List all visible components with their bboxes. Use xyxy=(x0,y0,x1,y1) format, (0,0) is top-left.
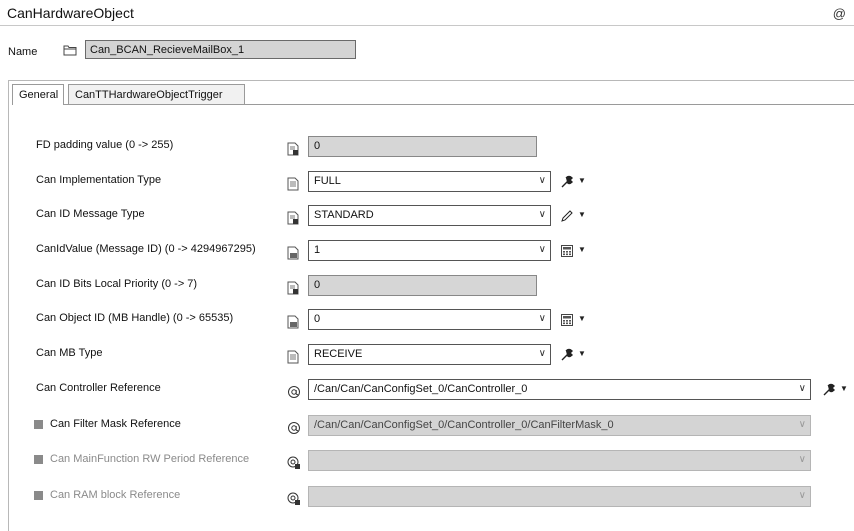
chevron-down-icon[interactable]: ∨ xyxy=(798,490,806,501)
field-label: Can MainFunction RW Period Reference xyxy=(50,453,250,465)
field-value: /Can/Can/CanConfigSet_0/CanController_0/CanFilterMask_0 xyxy=(314,419,614,431)
chevron-down-icon[interactable]: ∨ xyxy=(538,244,546,255)
wrench-icon[interactable] xyxy=(822,383,836,397)
wrench-icon[interactable] xyxy=(560,348,574,362)
chevron-down-icon[interactable]: ∨ xyxy=(538,313,546,324)
folder-icon xyxy=(63,44,77,56)
document-locked-icon xyxy=(287,142,299,156)
name-row xyxy=(0,38,854,64)
field-value: STANDARD xyxy=(314,209,374,221)
field-label: Can RAM block Reference xyxy=(50,489,181,501)
field-row xyxy=(0,378,854,402)
caret-down-icon[interactable]: ▼ xyxy=(578,314,586,323)
number-document-icon xyxy=(287,315,299,329)
field-row xyxy=(0,239,854,263)
field-label: FD padding value (0 -> 255) xyxy=(36,139,174,151)
field-label: Can MB Type xyxy=(36,347,103,359)
field-value: 0 xyxy=(314,140,321,152)
chevron-down-icon[interactable]: ∨ xyxy=(798,454,806,465)
caret-down-icon[interactable]: ▼ xyxy=(840,384,848,393)
calculator-icon[interactable] xyxy=(560,313,574,327)
reference-select xyxy=(308,415,811,436)
name-input[interactable] xyxy=(85,40,356,59)
value-select[interactable] xyxy=(308,344,551,365)
field-row xyxy=(0,274,854,298)
chevron-down-icon[interactable]: ∨ xyxy=(538,209,546,220)
field-label: Can Implementation Type xyxy=(36,174,162,186)
number-document-icon xyxy=(287,246,299,260)
field-label: Can ID Message Type xyxy=(36,208,145,220)
field-label: Can Object ID (MB Handle) (0 -> 65535) xyxy=(36,312,234,324)
reference-select[interactable] xyxy=(308,379,811,400)
pencil-icon[interactable] xyxy=(560,209,574,223)
document-icon xyxy=(287,350,299,364)
window-title: CanHardwareObject xyxy=(7,5,134,21)
field-row xyxy=(0,414,854,438)
field-row xyxy=(0,308,854,332)
chevron-down-icon[interactable]: ∨ xyxy=(538,348,546,359)
enable-checkbox[interactable] xyxy=(34,491,43,500)
caret-down-icon[interactable]: ▼ xyxy=(578,349,586,358)
field-label: Can ID Bits Local Priority (0 -> 7) xyxy=(36,278,198,290)
calculator-icon[interactable] xyxy=(560,244,574,258)
field-row xyxy=(0,449,854,473)
field-label: Can Filter Mask Reference xyxy=(50,418,181,430)
reference-icon xyxy=(287,421,301,435)
field-label: Can Controller Reference xyxy=(36,382,161,394)
name-label: Name xyxy=(8,46,38,58)
document-locked-icon xyxy=(287,211,299,225)
field-row xyxy=(0,170,854,194)
caret-down-icon[interactable]: ▼ xyxy=(578,210,586,219)
readonly-field[interactable] xyxy=(308,275,537,296)
readonly-field[interactable] xyxy=(308,136,537,157)
enable-checkbox[interactable] xyxy=(34,455,43,464)
document-locked-icon xyxy=(287,281,299,295)
caret-down-icon[interactable]: ▼ xyxy=(578,176,586,185)
chevron-down-icon[interactable]: ∨ xyxy=(538,175,546,186)
field-value: 0 xyxy=(314,313,321,325)
reference-select xyxy=(308,486,811,507)
value-select[interactable] xyxy=(308,309,551,330)
field-row xyxy=(0,485,854,509)
field-value: 1 xyxy=(314,244,321,256)
field-row xyxy=(0,135,854,159)
field-label: CanIdValue (Message ID) (0 -> 4294967295) xyxy=(36,243,256,255)
field-value: FULL xyxy=(314,175,341,187)
title-bar xyxy=(0,0,854,26)
enable-checkbox[interactable] xyxy=(34,420,43,429)
field-row xyxy=(0,343,854,367)
reference-locked-icon xyxy=(287,492,301,506)
reference-locked-icon xyxy=(287,456,301,470)
caret-down-icon[interactable]: ▼ xyxy=(578,245,586,254)
field-value: RECEIVE xyxy=(314,348,363,360)
field-row xyxy=(0,204,854,228)
wrench-icon[interactable] xyxy=(560,175,574,189)
reference-icon xyxy=(287,385,301,399)
tab-general[interactable]: General xyxy=(12,84,64,105)
tab-cantt-hardware-object-trigger[interactable]: CanTTHardwareObjectTrigger xyxy=(68,84,245,104)
document-icon xyxy=(287,177,299,191)
field-value: 0 xyxy=(314,279,321,291)
field-value: /Can/Can/CanConfigSet_0/CanController_0 xyxy=(314,383,528,395)
at-sign-icon[interactable]: @ xyxy=(832,6,846,21)
chevron-down-icon[interactable]: ∨ xyxy=(798,383,806,394)
value-select[interactable] xyxy=(308,240,551,261)
value-select[interactable] xyxy=(308,205,551,226)
chevron-down-icon[interactable]: ∨ xyxy=(798,419,806,430)
value-select[interactable] xyxy=(308,171,551,192)
tab-divider xyxy=(12,104,854,105)
reference-select xyxy=(308,450,811,471)
